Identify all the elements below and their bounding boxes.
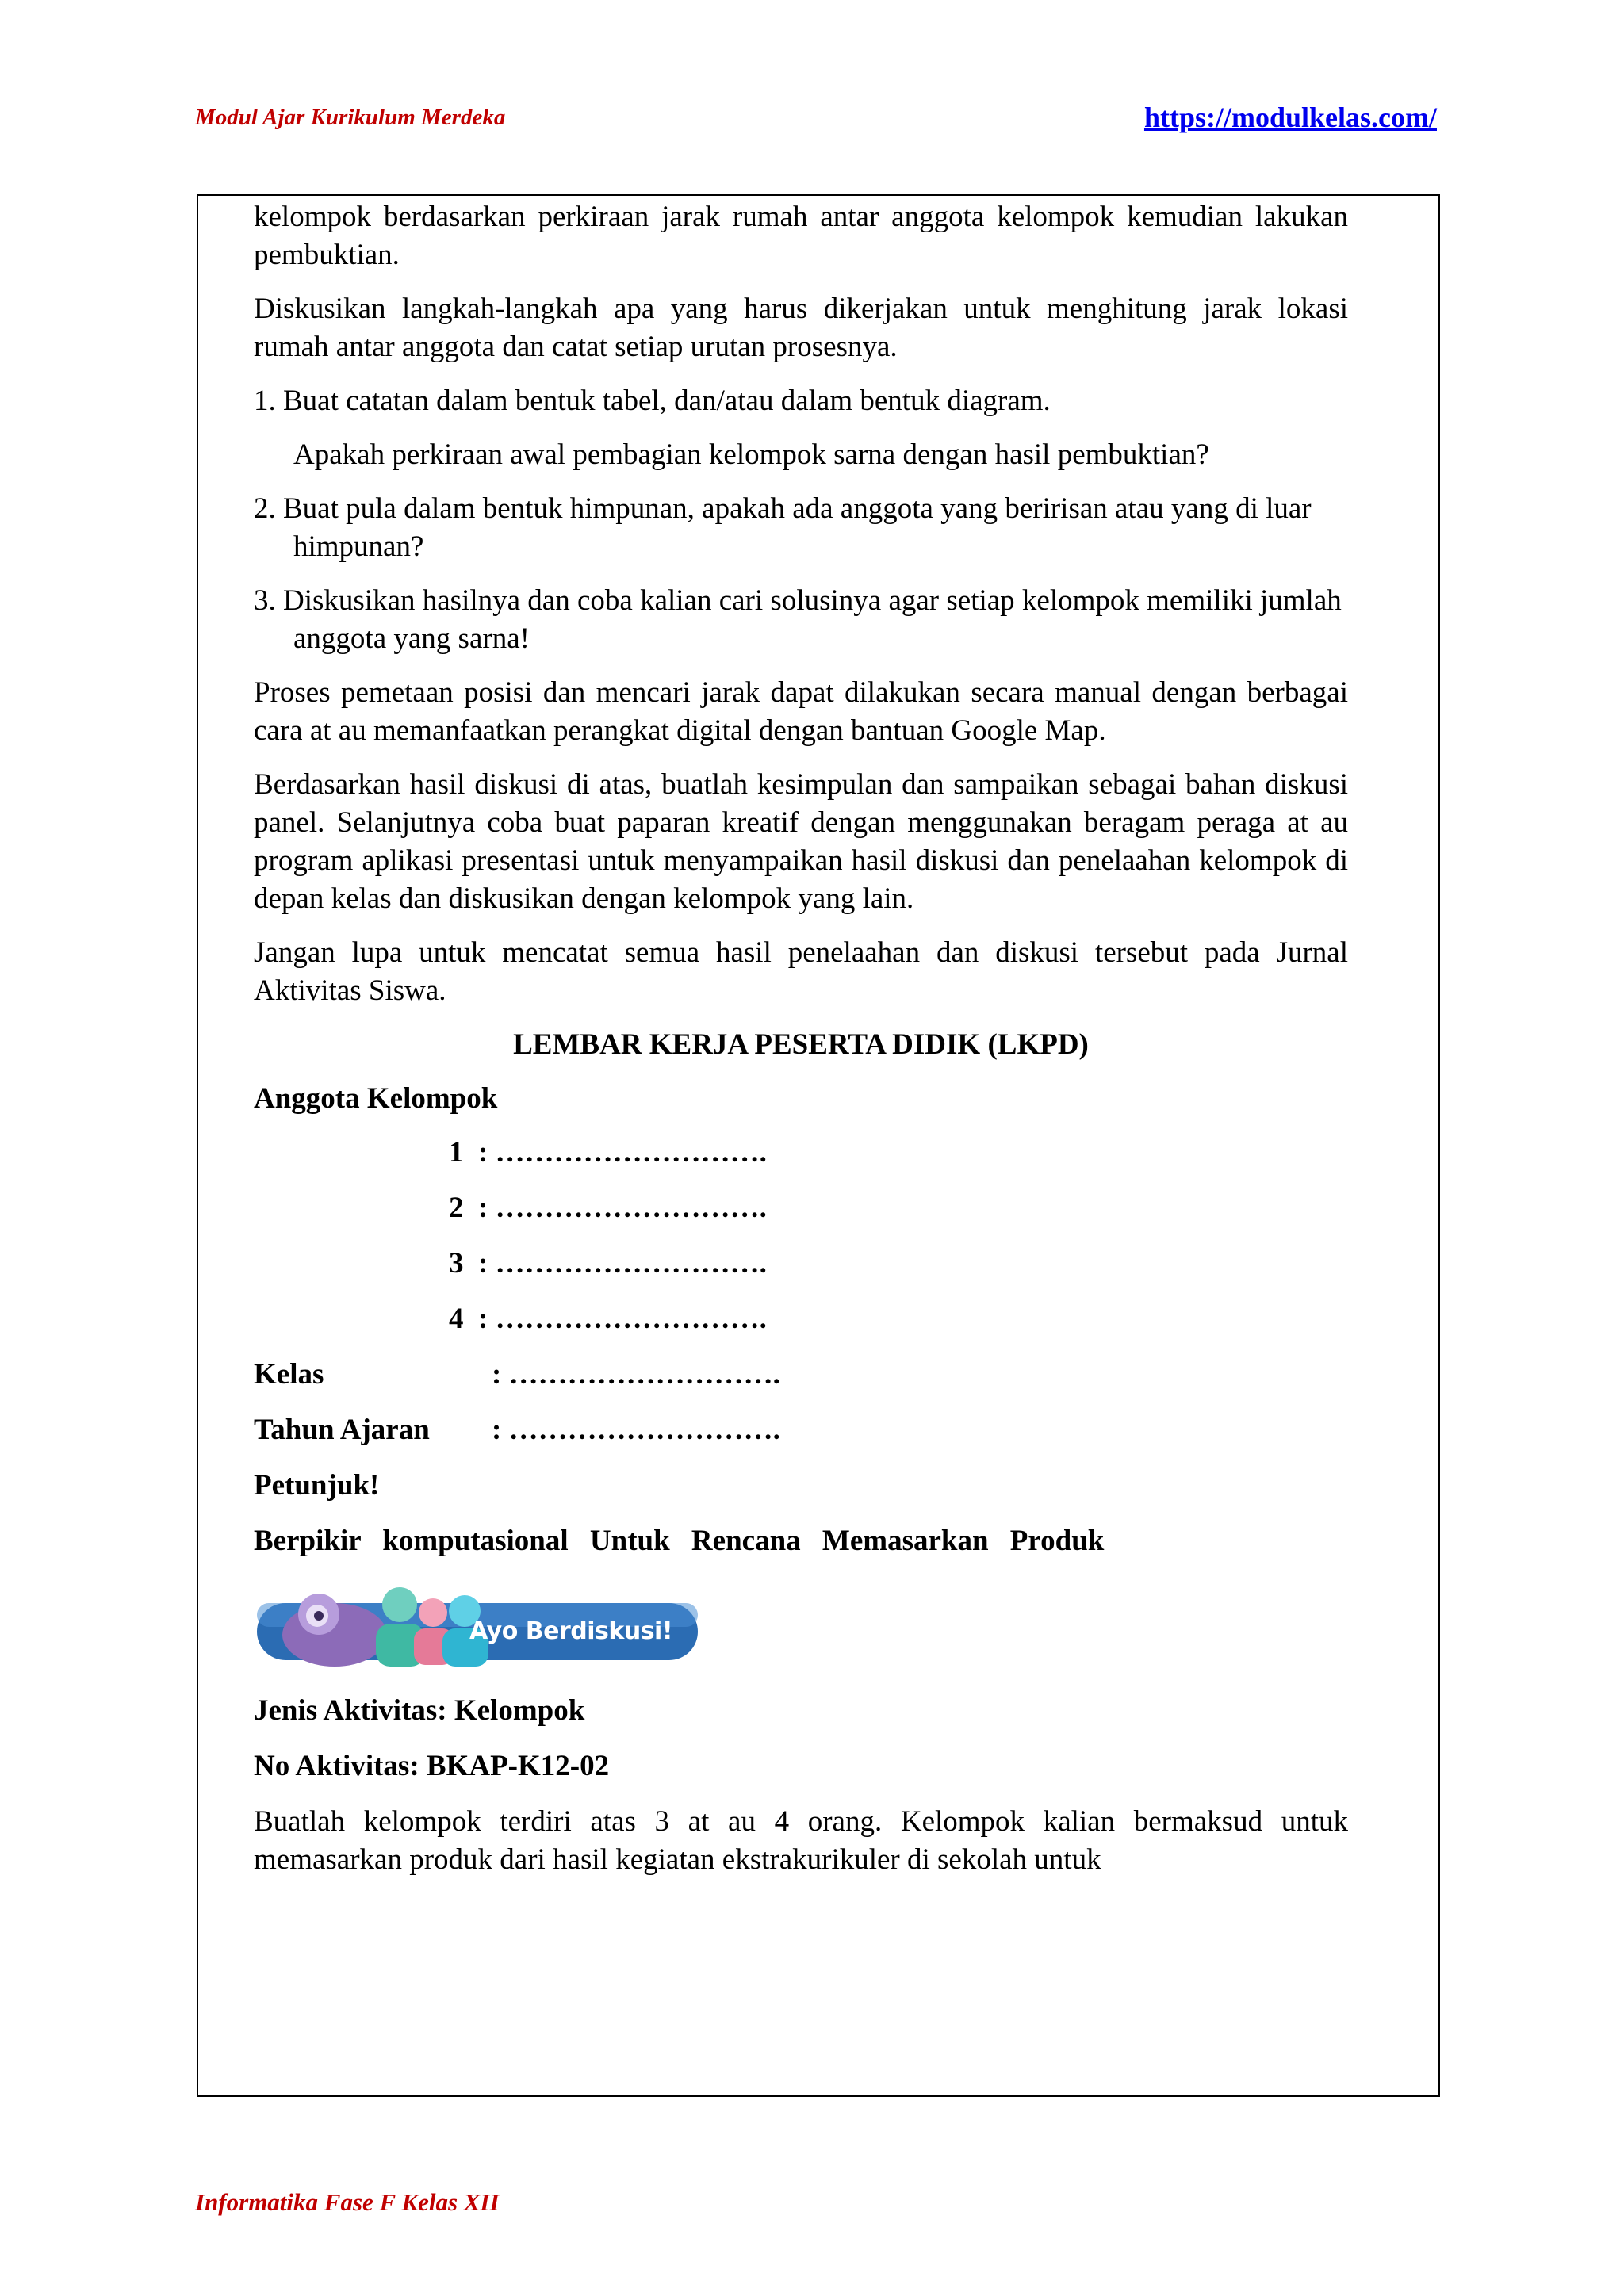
no-aktivitas: No Aktivitas: BKAP-K12-02	[254, 1750, 610, 1782]
tahun-ajaran-row	[254, 1411, 1348, 1467]
tahun-ajaran-label: Tahun Ajaran	[254, 1414, 430, 1446]
step-1: 1. Buat catatan dalam bentuk tabel, dan/atau dalam bentuk diagram.	[254, 385, 1051, 417]
paragraph-kesimpulan: Berdasarkan hasil diskusi di atas, buatlah kesimpulan dan sampaikan sebagai bahan diskusi panel. Selanjutnya coba buat paparan kreatif dengan menggunakan beragam peraga at au program aplikasi presentasi untuk menyampaikan hasil diskusi dan penelaahan kelompok di depan kelas dan diskusikan dengan kelompok yang lain.	[254, 768, 1348, 915]
member-number: 3	[449, 1247, 464, 1280]
activity-subtitle: Berpikir komputasional Untuk Rencana Memasarkan Produk	[254, 1525, 1105, 1557]
paragraph-pemetaan: Proses pemetaan posisi dan mencari jarak dapat dilakukan secara manual dengan berbagai cara at au memanfaatkan perangkat digital dengan bantuan Google Map.	[254, 676, 1348, 747]
page-content	[254, 198, 1348, 1895]
tahun-ajaran-field: : ……………………….	[492, 1414, 780, 1446]
member-row-2	[254, 1189, 1348, 1245]
header-module-title: Modul Ajar Kurikulum Merdeka	[195, 105, 506, 130]
member-field: : ……………………….	[478, 1303, 767, 1335]
paragraph-jurnal: Jangan lupa untuk mencatat semua hasil penelaahan dan diskusi tersebut pada Jurnal Aktivitas Siswa.	[254, 936, 1348, 1007]
intro-paragraph-1: kelompok berdasarkan perkiraan jarak rumah antar anggota kelompok kemudian lakukan pembuktian.	[254, 201, 1348, 271]
jenis-aktivitas: Jenis Aktivitas: Kelompok	[254, 1694, 585, 1727]
member-row-3	[254, 1245, 1348, 1300]
kelas-field: : ……………………….	[492, 1358, 780, 1391]
member-number: 2	[449, 1192, 464, 1224]
banner-label: Ayo Berdiskusi!	[469, 1617, 673, 1645]
step-3: 3. Diskusikan hasilnya dan coba kalian cari solusinya agar setiap kelompok memiliki jumlah anggota yang sarna!	[254, 584, 1342, 655]
member-row-1	[254, 1134, 1348, 1189]
member-row-4	[254, 1300, 1348, 1356]
member-field: : ……………………….	[478, 1136, 767, 1169]
intro-paragraph-2: Diskusikan langkah-langkah apa yang harus dikerjakan untuk menghitung jarak lokasi rumah antar anggota dan catat setiap urutan prosesnya.	[254, 293, 1348, 363]
member-number: 4	[449, 1303, 464, 1335]
closing-paragraph: Buatlah kelompok terdiri atas 3 at au 4 orang. Kelompok kalian bermaksud untuk memasarkan produk dari hasil kegiatan ekstrakurikuler di sekolah untuk	[254, 1805, 1348, 1876]
header-website-link[interactable]: https://modulkelas.com/	[1143, 101, 1437, 133]
petunjuk-heading: Petunjuk!	[254, 1469, 380, 1502]
step-1-question: Apakah perkiraan awal pembagian kelompok sarna dengan hasil pembuktian?	[293, 438, 1209, 471]
step-2: 2. Buat pula dalam bentuk himpunan, apakah ada anggota yang beririsan atau yang di luar himpunan?	[254, 492, 1312, 563]
kelas-label: Kelas	[254, 1358, 324, 1391]
members-heading: Anggota Kelompok	[254, 1082, 498, 1115]
ayo-berdiskusi-banner	[254, 1582, 703, 1668]
member-field: : ……………………….	[478, 1247, 767, 1280]
kelas-row	[254, 1356, 1348, 1411]
footer-subject-title: Informatika Fase F Kelas XII	[195, 2188, 500, 2216]
member-number: 1	[449, 1136, 464, 1169]
lkpd-title: LEMBAR KERJA PESERTA DIDIK (LKPD)	[513, 1028, 1089, 1061]
member-field: : ……………………….	[478, 1192, 767, 1224]
